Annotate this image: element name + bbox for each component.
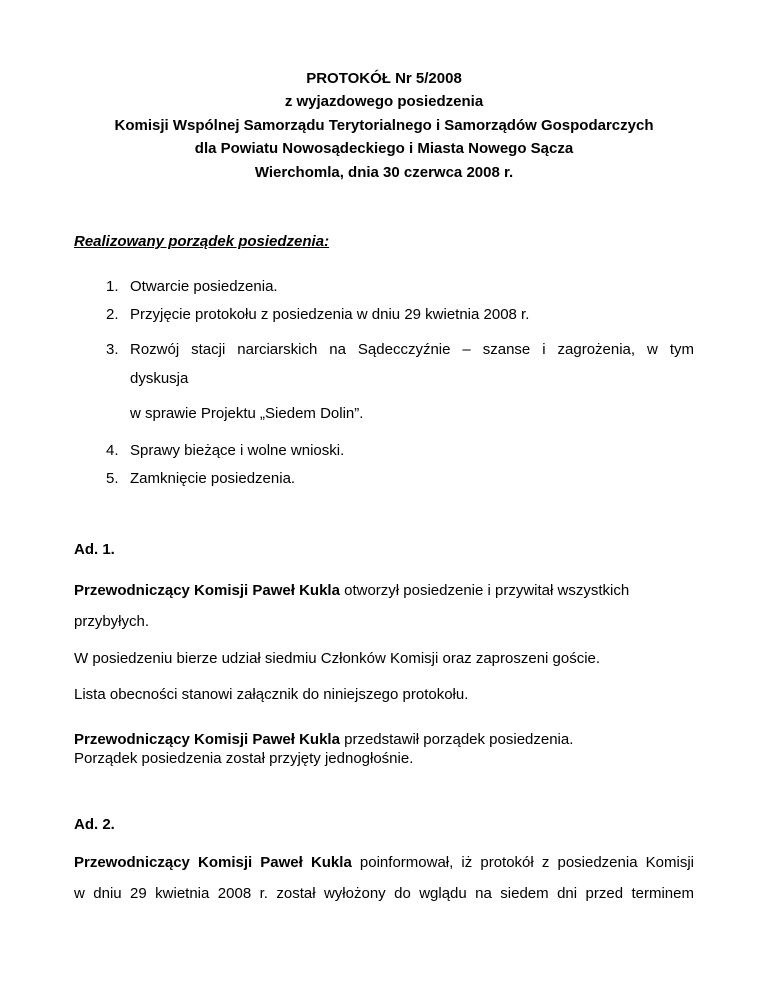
document-subtitle: z wyjazdowego posiedzenia xyxy=(284,93,484,110)
agenda-item xyxy=(106,278,726,295)
agenda-item xyxy=(106,470,726,487)
paragraph: Porządek posiedzenia został przyjęty jednogłośnie. xyxy=(74,750,414,767)
section-heading-ad1: Ad. 1. xyxy=(74,541,115,558)
agenda-heading: Realizowany porządek posiedzenia: xyxy=(74,233,330,250)
paragraph-continuation: przybyłych. xyxy=(74,613,150,630)
section-heading-ad2: Ad. 2. xyxy=(74,816,115,833)
agenda-item-text: Rozwój stacji narciarskich na Sądecczyźnie – szanse i zagrożenia, w tym xyxy=(130,341,694,358)
paragraph-text: poinformował, iż protokół z posiedzenia Komisji xyxy=(351,854,694,871)
agenda-item-continuation: w sprawie Projektu „Siedem Dolin”. xyxy=(130,405,364,422)
paragraph-continuation: w dniu 29 kwietnia 2008 r. został wyłożony do wglądu na siedem dni przed terminem xyxy=(74,885,694,902)
chairman-name: Przewodniczący Komisji Paweł Kukla xyxy=(74,731,340,748)
paragraph xyxy=(74,731,694,748)
agenda-item-number: 3. xyxy=(106,341,119,358)
agenda-item-text: Otwarcie posiedzenia. xyxy=(130,278,278,295)
agenda-item xyxy=(106,442,726,459)
agenda-item-number: 5. xyxy=(106,470,119,487)
agenda-item-number: 4. xyxy=(106,442,119,459)
paragraph-text: otworzył posiedzenie i przywitał wszystkich xyxy=(339,582,630,599)
document-title: PROTOKÓŁ Nr 5/2008 xyxy=(306,70,462,87)
chairman-name: Przewodniczący Komisji Paweł Kukla xyxy=(74,582,340,599)
paragraph xyxy=(74,854,694,871)
agenda-item-text: Sprawy bieżące i wolne wnioski. xyxy=(130,442,345,459)
paragraph: W posiedzeniu bierze udział siedmiu Członków Komisji oraz zaproszeni goście. xyxy=(74,650,601,667)
agenda-item-number: 1. xyxy=(106,278,119,295)
committee-name: Komisji Wspólnej Samorządu Terytorialnego i Samorządów Gospodarczych xyxy=(114,117,654,134)
paragraph-text: przedstawił porządek posiedzenia. xyxy=(339,731,574,748)
agenda-item-text: Przyjęcie protokołu z posiedzenia w dniu 29 kwietnia 2008 r. xyxy=(130,306,530,323)
paragraph: Lista obecności stanowi załącznik do niniejszego protokołu. xyxy=(74,686,469,703)
agenda-item-text: Zamknięcie posiedzenia. xyxy=(130,470,296,487)
agenda-item-number: 2. xyxy=(106,306,119,323)
agenda-item xyxy=(106,341,694,358)
committee-region: dla Powiatu Nowosądeckiego i Miasta Nowego Sącza xyxy=(194,140,574,157)
agenda-item xyxy=(106,306,726,323)
chairman-name: Przewodniczący Komisji Paweł Kukla xyxy=(74,854,352,871)
paragraph xyxy=(74,582,694,599)
meeting-place-date: Wierchomla, dnia 30 czerwca 2008 r. xyxy=(254,164,514,181)
agenda-item-continuation: dyskusja xyxy=(130,370,189,387)
